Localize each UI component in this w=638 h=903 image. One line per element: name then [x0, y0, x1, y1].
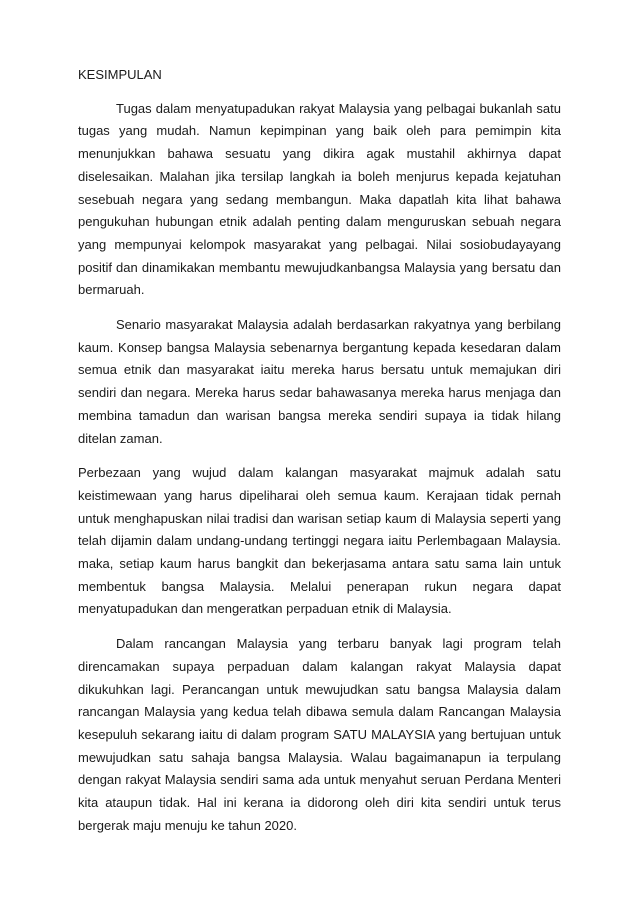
paragraph-2: Senario masyarakat Malaysia adalah berdasarkan rakyatnya yang berbilang kaum. Konsep bangsa Malaysia sebenarnya bergantung kepada kesedaran dalam semua etnik dan masyarakat iaitu mereka harus bersatu untuk memajukan diri sendiri dan negara. Mereka harus sedar bahawasanya mereka harus menjaga dan membina tamadun dan warisan bangsa mereka sendiri supaya ia tidak hilang ditelan zaman. — [78, 317, 561, 446]
paragraph-1: Tugas dalam menyatupadukan rakyat Malaysia yang pelbagai bukanlah satu tugas yang mudah. Namun kepimpinan yang baik oleh para pemimpin kita menunjukkan bahawa sesuatu yang dikira agak mustahil akhirnya dapat diselesaikan. Malahan jika tersilap langkah ia boleh menjurus kepada kejatuhan sesebuah negara yang sedang membangun. Maka dapatlah kita lihat bahawa pengukuhan hubungan etnik adalah penting dalam menguruskan sebuah negara yang mempunyai kelompok masyarakat yang pelbagai. Nilai sosiobudayayang positif dan dinamikakan membantu mewujudkanbangsa Malaysia yang bersatu dan bermaruah. — [78, 100, 561, 298]
section-heading: KESIMPULAN — [78, 67, 162, 82]
paragraph-3: Perbezaan yang wujud dalam kalangan masyarakat majmuk adalah satu keistimewaan yang harus dipeliharai oleh semua kaum. Kerajaan tidak pernah untuk menghapuskan nilai tradisi dan warisan setiap kaum di Malaysia seperti yang telah dijamin dalam undang-undang tertinggi negara iaitu Perlembagaan Malaysia. maka, setiap kaum harus bangkit dan bekerjasama antara satu sama lain untuk membentuk bangsa Malaysia. Melalui penerapan rukun negara dapat menyatupadukan dan mengeratkan perpaduan etnik di Malaysia. — [78, 465, 561, 617]
paragraph-4: Dalam rancangan Malaysia yang terbaru banyak lagi program telah direncamakan supaya perpaduan dalam kalangan rakyat Malaysia dapat dikukuhkan lagi. Perancangan untuk mewujudkan satu bangsa Malaysia dalam rancangan Malaysia yang kedua telah dibawa semula dalam Rancangan Malaysia kesepuluh sekarang iaitu di dalam program SATU MALAYSIA yang bertujuan untuk mewujudkan satu sahaja bangsa Malaysia. Walau bagaimanapun ia terpulang dengan rakyat Malaysia sendiri sama ada untuk menyahut seruan Perdana Menteri kita ataupun tidak. Hal ini kerana ia didorong oleh diri kita sendiri untuk terus bergerak maju menuju ke tahun 2020. — [78, 636, 561, 833]
document-page — [78, 64, 561, 850]
